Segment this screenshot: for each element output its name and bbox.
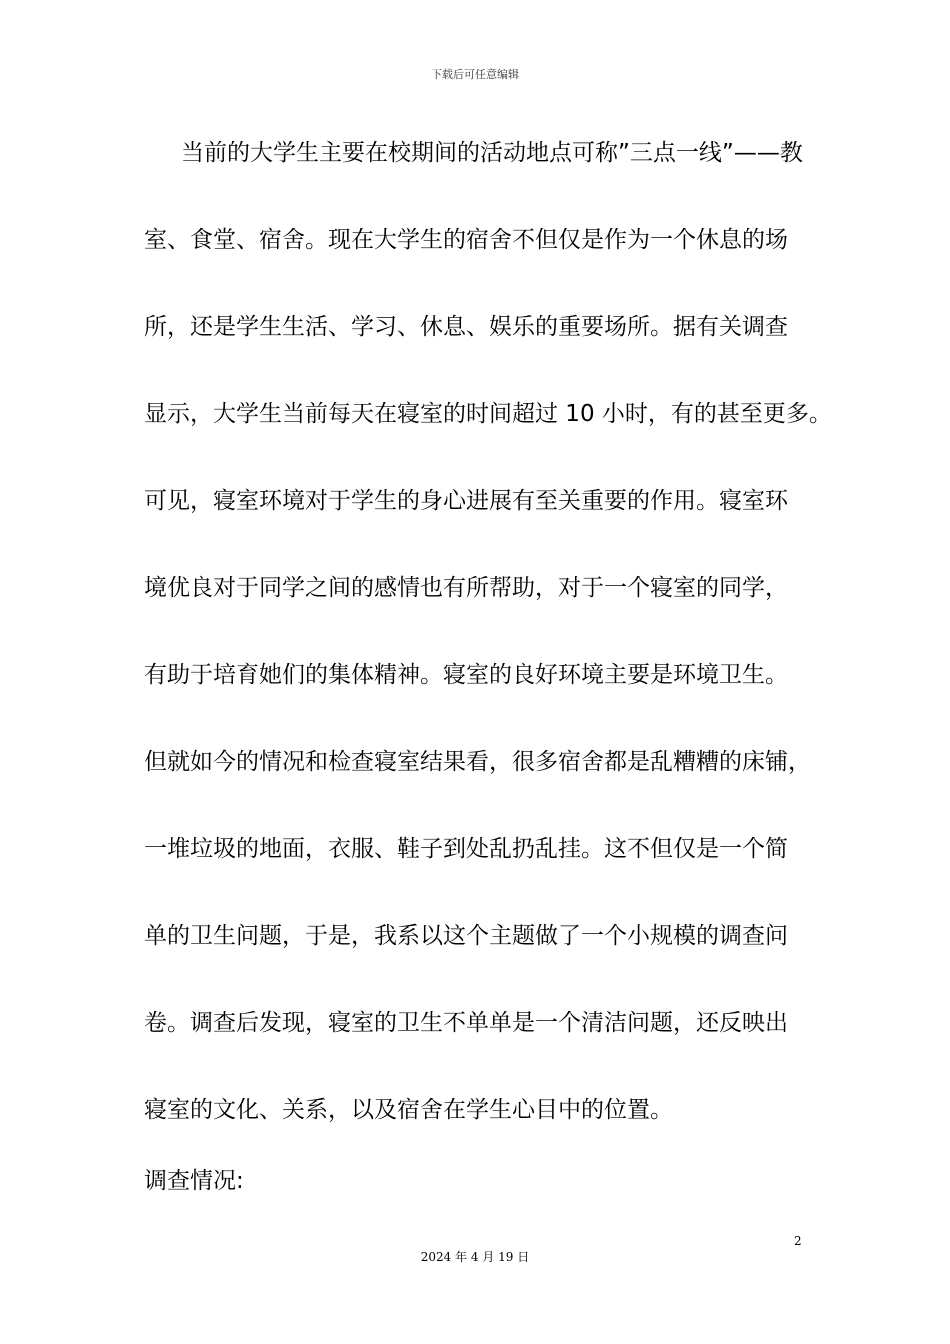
- page-number: 2: [794, 1234, 802, 1248]
- paragraph-line: 有助于培育她们的集体精神。寝室的良好环境主要是环境卫生。: [144, 662, 788, 688]
- paragraph-line: 可见，寝室环境对于学生的身心进展有至关重要的作用。寝室环: [144, 488, 788, 514]
- paragraph-line: 显示，大学生当前每天在寝室的时间超过 10 小时，有的甚至更多。: [144, 401, 832, 427]
- page-header: 下载后可任意编辑: [431, 68, 519, 81]
- paragraph-line: 境优良对于同学之间的感情也有所帮助，对于一个寝室的同学，: [144, 575, 788, 601]
- footer-date: 2024 年 4 月 19 日: [420, 1250, 530, 1264]
- paragraph-line: 当前的大学生主要在校期间的活动地点可称”三点一线”——教: [181, 140, 803, 166]
- paragraph-line: 室、食堂、宿舍。现在大学生的宿舍不但仅是作为一个休息的场: [144, 227, 788, 253]
- section-heading: 调查情况:: [144, 1168, 244, 1194]
- paragraph-line: 卷。调查后发现，寝室的卫生不单单是一个清洁问题，还反映出: [144, 1010, 788, 1036]
- paragraph-line: 寝室的文化、关系，以及宿舍在学生心目中的位置。: [144, 1097, 673, 1123]
- paragraph-line: 所，还是学生生活、学习、休息、娱乐的重要场所。据有关调查: [144, 314, 788, 340]
- paragraph-line: 单的卫生问题，于是，我系以这个主题做了一个小规模的调查问: [144, 923, 788, 949]
- paragraph-line: 一堆垃圾的地面，衣服、鞋子到处乱扔乱挂。这不但仅是一个简: [144, 836, 788, 862]
- paragraph-line: 但就如今的情况和检查寝室结果看，很多宿舍都是乱糟糟的床铺，: [144, 749, 811, 775]
